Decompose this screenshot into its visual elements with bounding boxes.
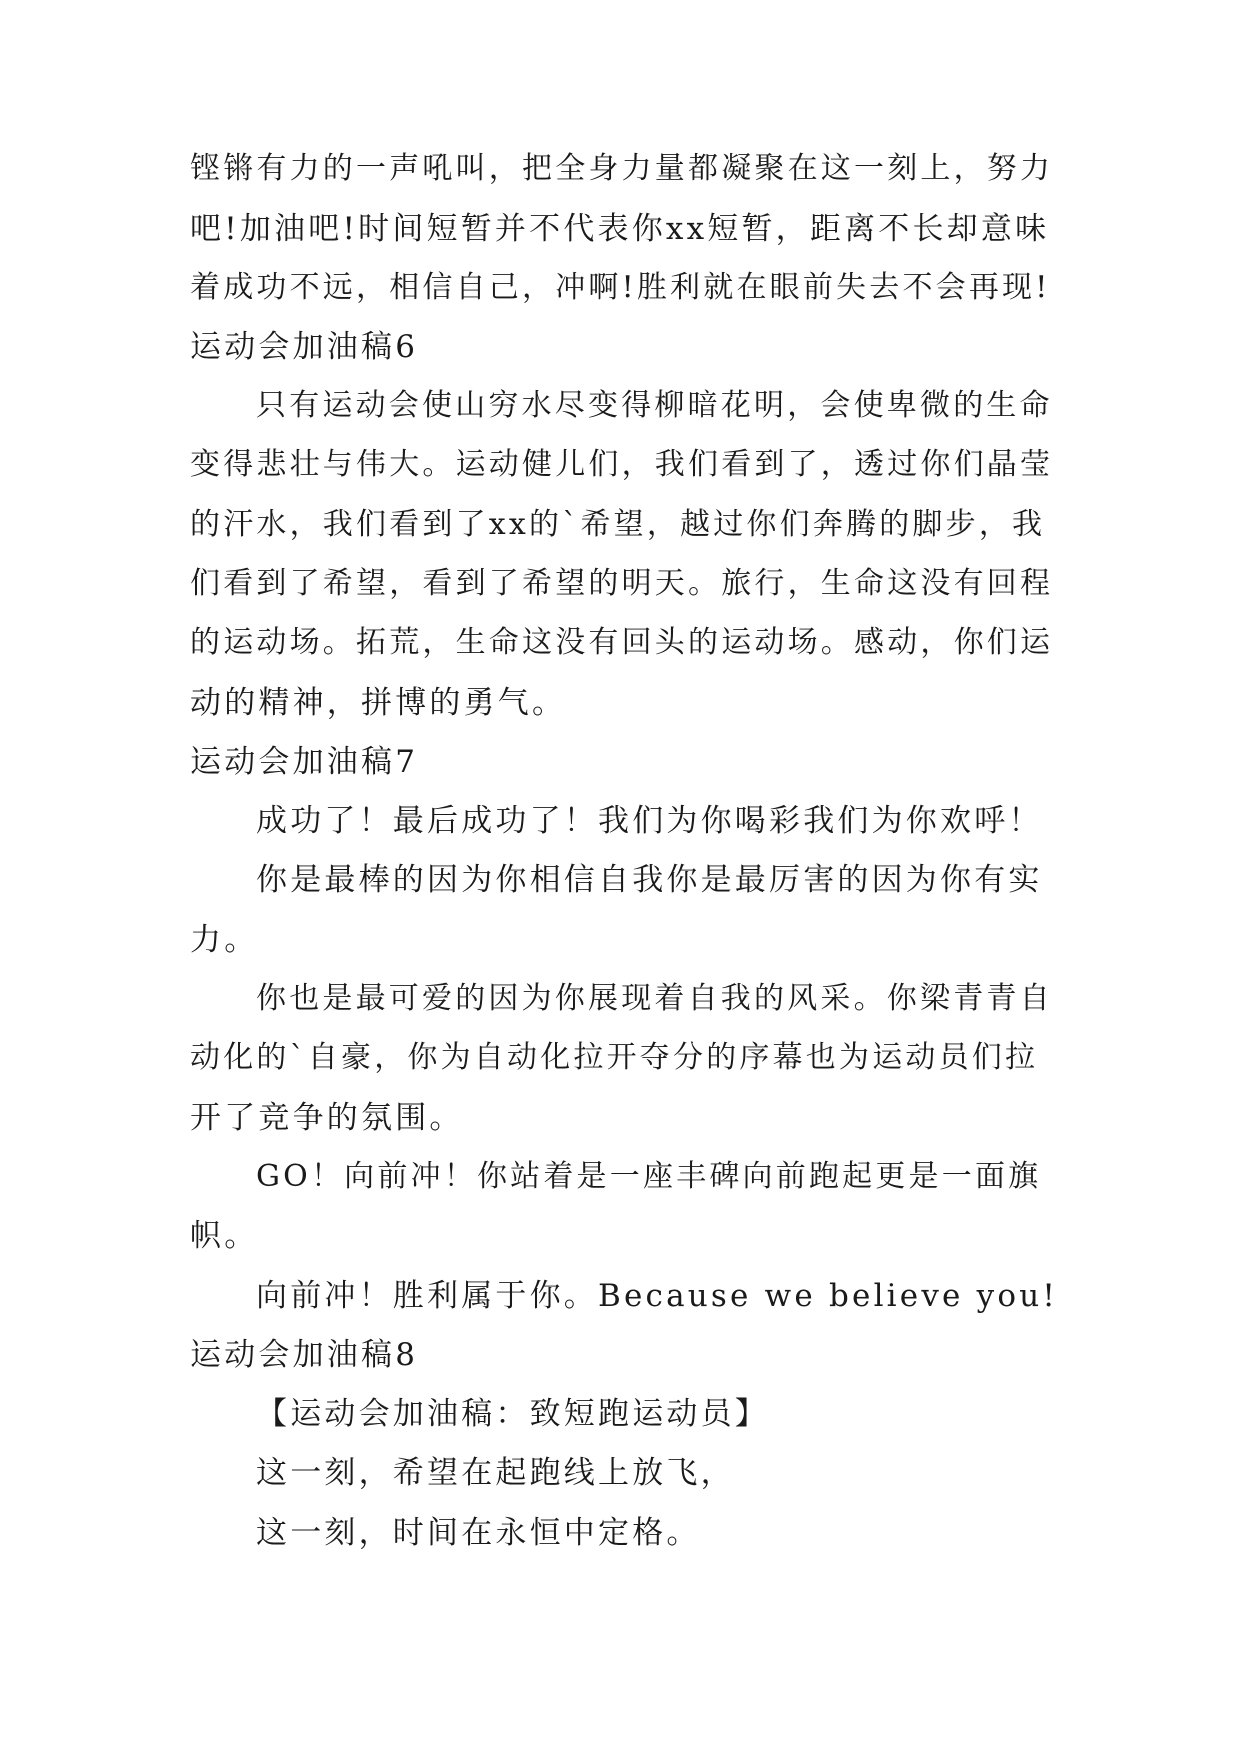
section-heading: 运动会加油稿8 (190, 1337, 419, 1373)
section-heading: 运动会加油稿6 (190, 329, 419, 365)
paragraph-line: 变得悲壮与伟大。运动健儿们，我们看到了，透过你们晶莹 (190, 447, 1054, 482)
paragraph-line: 你也是最可爱的因为你展现着自我的风采。你梁青青自 (256, 981, 1053, 1016)
paragraph-line: 只有运动会使山穷水尽变得柳暗花明，会使卑微的生命 (256, 388, 1053, 423)
paragraph-line: 铿锵有力的一声吼叫，把全身力量都凝聚在这一刻上，努力 (190, 151, 1054, 186)
paragraph-line: 着成功不远，相信自己，冲啊!胜利就在眼前失去不会再现! (190, 270, 1051, 305)
paragraph-line: 动的精神，拼博的勇气。 (190, 685, 567, 721)
paragraph-line: 动化的`自豪，你为自动化拉开夺分的序幕也为运动员们拉 (190, 1040, 1039, 1075)
paragraph-line: 的运动场。拓荒，生命这没有回头的运动场。感动，你们运 (190, 625, 1054, 660)
paragraph-line: 们看到了希望，看到了希望的明天。旅行，生命这没有回程 (190, 566, 1054, 601)
section-heading: 运动会加油稿7 (190, 744, 419, 780)
paragraph-line: GO！向前冲！你站着是一座丰碑向前跑起更是一面旗 (256, 1159, 1042, 1194)
paragraph-line: 成功了！最后成功了！我们为你喝彩我们为你欢呼！ (256, 803, 1043, 839)
paragraph-line: 向前冲！胜利属于你。Because we believe you! (256, 1278, 1059, 1314)
paragraph-line: 的汗水，我们看到了xx的`希望，越过你们奔腾的脚步，我 (190, 507, 1046, 542)
paragraph-line: 力。 (190, 922, 259, 958)
paragraph-line: 【运动会加油稿：致短跑运动员】 (256, 1396, 769, 1432)
paragraph-line: 这一刻，时间在永恒中定格。 (256, 1515, 701, 1551)
paragraph-line: 开了竞争的氛围。 (190, 1100, 464, 1136)
paragraph-line: 你是最棒的因为你相信自我你是最厉害的因为你有实 (256, 862, 1043, 898)
paragraph-line: 吧!加油吧!时间短暂并不代表你xx短暂，距离不长却意味 (190, 211, 1050, 247)
paragraph-line: 这一刻，希望在起跑线上放飞， (256, 1455, 735, 1491)
paragraph-line: 帜。 (190, 1218, 259, 1254)
